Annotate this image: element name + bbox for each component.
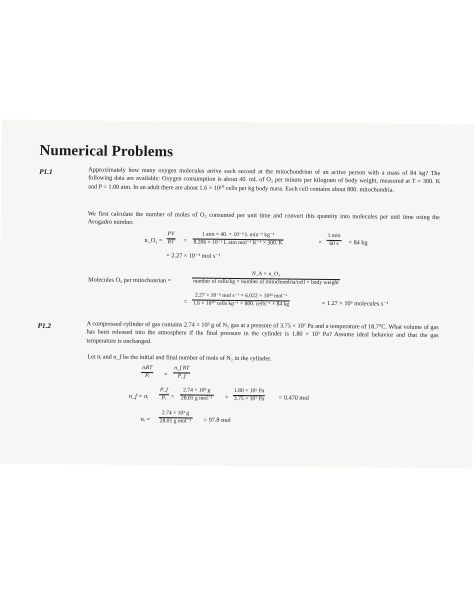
eqB-result: = 0.470 mol <box>278 394 310 402</box>
eqB-pressure-fraction <box>159 387 169 402</box>
times-sign: × <box>318 238 323 246</box>
molecules-fraction <box>192 271 340 288</box>
eqC-lhs: nᵢ = <box>140 415 151 424</box>
eqB-lhs: n_f = nᵢ <box>128 392 149 401</box>
problem-number-p1-2: P1.2 <box>37 321 52 331</box>
eqB-mass-denominator: 28.01 g mol⁻¹ <box>180 395 213 402</box>
problem-statement-p1-1: Approximately how many oxygen molecules arrive each second at the mitochondrion of an active person with a mass of 84 kg? The following data are available: Oxygen consumption is about 40. mL of O₂ per minute per kilogram of body weight, measured at T = 300. K and P = 1.00 atm. In an adult there are about 1.6 × 10¹⁰ cells per kg body mass. Each cell contains about 800. mitochondria. <box>88 166 441 194</box>
eqB-ratio-denominator: 3.75 × 10⁷ Pa <box>233 396 265 403</box>
eqC-denominator: 28.01 g mol⁻¹ <box>159 418 192 425</box>
eq1-main-fraction <box>192 232 283 248</box>
eq1-conversion-denominator: 60 s <box>329 241 339 248</box>
eq1-main-denominator: 8.206 × 10⁻² L atm mol⁻¹ K⁻¹ × 300. K <box>193 239 283 247</box>
eq1-pv-denominator: RT <box>167 239 175 246</box>
equals-sign: = <box>164 371 168 379</box>
eq1-pv-numerator: PV <box>167 231 175 238</box>
equals-sign: = <box>183 298 188 306</box>
eqA-right-fraction <box>173 365 190 380</box>
molecules-denominator: number of cells/kg × number of mitochondria/cell × body weight <box>193 278 339 287</box>
section-heading: Numerical Problems <box>39 142 174 161</box>
eqC-numerator: 2.74 × 10³ g <box>161 410 190 417</box>
problem-number-p1-1: P1.1 <box>39 167 53 177</box>
eqB-pressure-denominator: Pᵢ <box>161 395 166 402</box>
eqC-fraction <box>159 410 193 426</box>
eqA-left-denominator: Pᵢ <box>145 373 150 380</box>
molecules-lhs: Molecules O₂ per mitochonrian = <box>88 276 172 285</box>
problem-statement-p1-2: A compressed cylinder of gas contains 2.74 × 10³ g of N₂ gas at a pressure of 3.75 × 10⁷ Pa and a temperature of 18.7°C. What volume of gas has been released into the atmosphere if the final pressure in the cylinder is 1.80 × 10⁵ Pa? Assume ideal behavior and that the gas temperature is unchanged. <box>86 320 439 345</box>
let-statement: Let nᵢ and n_f be the initial and final number of mols of N₂ in the cylinder. <box>87 353 272 363</box>
molecules-numeric-numerator: 2.27 × 10⁻³ mol s⁻¹ × 6.022 × 10²³ mol⁻¹ <box>194 292 288 300</box>
solution-intro-p1-1: We first calculate the number of moles of O₂ consumed per unit time and convert this quantity into molecules per unit time using the Avogadro number. <box>87 210 440 227</box>
times-sign: × <box>224 393 229 401</box>
molecules-result: = 1.27 × 10⁶ molecules s⁻¹ <box>321 299 389 308</box>
eq1-result: = 2.27 × 10⁻³ mol s⁻¹ <box>166 252 221 260</box>
eq1-conversion-fraction <box>326 233 341 248</box>
eqA-left-fraction <box>141 365 153 380</box>
eqB-ratio-numerator: 1.80 × 10⁵ Pa <box>233 387 265 395</box>
eq1-pv-fraction <box>166 231 175 246</box>
eq1-lhs: n_O₂ = <box>144 237 163 245</box>
eqB-ratio-fraction <box>233 388 265 404</box>
eqA-left-numerator: nᵢRT <box>142 365 153 372</box>
molecules-numeric-fraction <box>192 293 290 309</box>
equals-sign: = <box>170 393 175 401</box>
document-page <box>0 120 474 469</box>
eq1-main-numerator: 1 atm × 40. × 10⁻³ L min⁻¹ kg⁻¹ <box>201 231 275 239</box>
molecules-numeric-denominator: 1.6 × 10¹⁰ cells kg⁻¹ × 800. cells⁻¹ × 84 kg <box>192 300 290 308</box>
eq1-tail: × 84 kg <box>348 239 368 247</box>
eq1-conversion-numerator: 1 min <box>327 232 341 240</box>
eqB-mass-fraction <box>180 387 214 403</box>
equals-sign: = <box>183 237 188 245</box>
eqB-mass-numerator: 2.74 × 10³ g <box>183 387 211 394</box>
eqA-right-numerator: n_f RT <box>174 365 190 372</box>
eqA-right-denominator: P_f <box>177 373 186 380</box>
molecules-numerator: N_A × n_O₂ <box>252 271 281 278</box>
eqC-result: = 97.8 mol <box>203 416 231 424</box>
eqB-pressure-numerator: P_f <box>159 387 168 394</box>
